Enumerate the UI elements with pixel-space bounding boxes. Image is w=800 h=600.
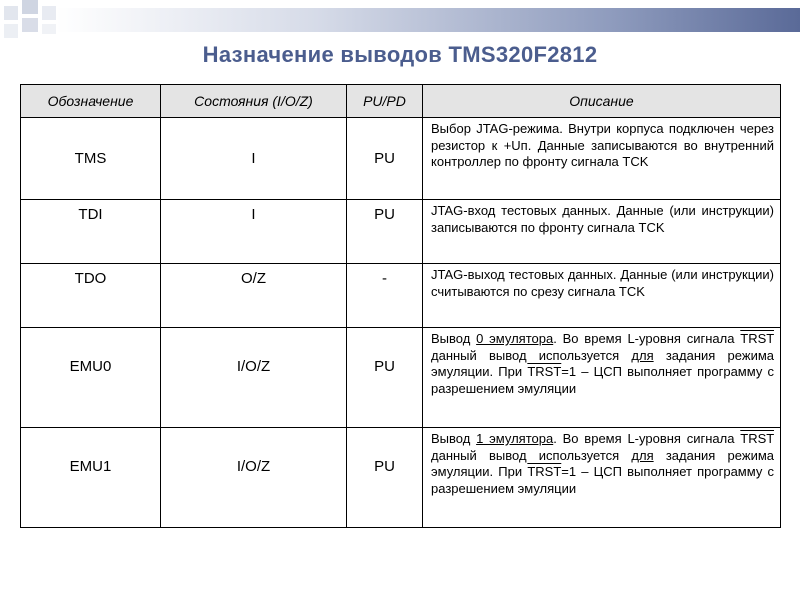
table-row — [21, 264, 781, 328]
pin-pupd: - — [347, 264, 423, 328]
header-description: Описание — [423, 85, 781, 118]
pin-description: Вывод 0 эмулятора. Во время L-уровня сигнала TRST данный вывод используется для задания режима эмуляции. При TRST=1 – ЦСП выполняет программу с разрешением эмуляции — [423, 328, 781, 428]
pin-state: I — [161, 200, 347, 264]
pin-name: TMS — [21, 118, 161, 200]
header-gradient-bar — [56, 8, 800, 32]
pin-name: TDI — [21, 200, 161, 264]
pin-description: JTAG-выход тестовых данных. Данные (или инструкции) считываются по срезу сигнала TCK — [423, 264, 781, 328]
decorative-squares — [0, 0, 64, 48]
decorative-square — [42, 24, 56, 34]
pin-name: EMU0 — [21, 328, 161, 428]
header-pupd: PU/PD — [347, 85, 423, 118]
pin-pupd: PU — [347, 428, 423, 528]
table-row — [21, 200, 781, 264]
pin-name: TDO — [21, 264, 161, 328]
table-row — [21, 118, 781, 200]
decorative-square — [4, 6, 18, 20]
table-row — [21, 328, 781, 428]
pin-description: Выбор JTAG-режима. Внутри корпуса подключен через резистор к +Uп. Данные записываются во внутренний контроллер по фронту сигнала TCK — [423, 118, 781, 200]
table-row — [21, 428, 781, 528]
pin-pupd: PU — [347, 328, 423, 428]
pin-state: I/O/Z — [161, 328, 347, 428]
pin-pupd: PU — [347, 200, 423, 264]
page-title: Назначение выводов TMS320F2812 — [202, 42, 598, 67]
decorative-square — [22, 18, 38, 32]
pin-state: O/Z — [161, 264, 347, 328]
pin-name: EMU1 — [21, 428, 161, 528]
pin-table — [20, 84, 781, 528]
header-designation: Обозначение — [21, 85, 161, 118]
decorative-square — [42, 6, 56, 20]
pin-description: JTAG-вход тестовых данных. Данные (или инструкции) записываются по фронту сигнала TCK — [423, 200, 781, 264]
decorative-square — [4, 24, 18, 38]
pin-state: I — [161, 118, 347, 200]
pin-state: I/O/Z — [161, 428, 347, 528]
pin-pupd: PU — [347, 118, 423, 200]
table-header-row — [21, 85, 781, 118]
decorative-square — [22, 0, 38, 14]
header-states: Состояния (I/O/Z) — [161, 85, 347, 118]
pin-description: Вывод 1 эмулятора. Во время L-уровня сигнала TRST данный вывод используется для задания режима эмуляции. При TRST=1 – ЦСП выполняет программу с разрешением эмуляции — [423, 428, 781, 528]
